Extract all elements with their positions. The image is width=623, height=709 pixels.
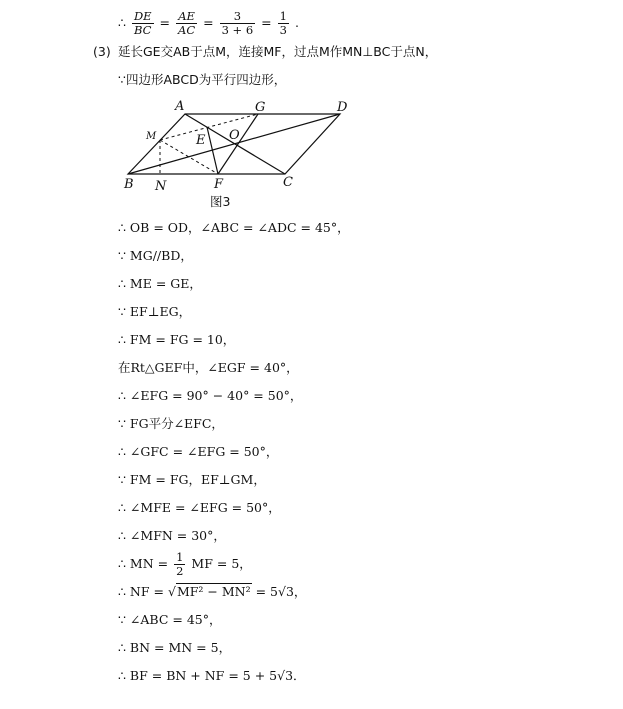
proof-line-10: ∵ FM = FG，EF⊥GM， bbox=[118, 472, 266, 487]
fraction-numerator: 1 bbox=[176, 550, 184, 564]
step-number: (3) bbox=[93, 44, 111, 59]
proof-line-6: 在Rt△GEF中，∠EGF = 40°， bbox=[118, 360, 299, 375]
construction-line: 延长GE交AB于点M，连接MF，过点M作MN⊥BC于点N， bbox=[118, 44, 438, 59]
label-c: C bbox=[283, 175, 293, 190]
equals-sign: = bbox=[261, 15, 272, 30]
equation-prefix: ∴ MN = bbox=[118, 556, 169, 571]
label-a: A bbox=[175, 99, 185, 114]
geometry-figure bbox=[118, 96, 358, 211]
segment-ef bbox=[207, 127, 218, 174]
label-d: D bbox=[337, 100, 348, 115]
fraction-denominator: 2 bbox=[176, 564, 184, 578]
fraction-numerator: 1 bbox=[279, 9, 287, 23]
fraction-denominator: 3 + 6 bbox=[221, 23, 254, 37]
proof-line-15: ∵ ∠ABC = 45°， bbox=[118, 612, 222, 627]
proof-line-11: ∴ ∠MFE = ∠EFG = 50°， bbox=[118, 500, 281, 515]
proof-line-3: ∴ ME = GE， bbox=[118, 276, 202, 291]
equation-prefix: ∴ NF = bbox=[118, 584, 164, 599]
proof-line-2: ∵ MG//BD， bbox=[118, 248, 193, 263]
label-o: O bbox=[229, 128, 240, 143]
fraction-de-bc bbox=[132, 10, 154, 37]
proof-line-14 bbox=[118, 584, 306, 600]
label-n: N bbox=[155, 179, 167, 194]
ratio-line bbox=[118, 6, 299, 40]
proof-line-16: ∴ BN = MN = 5， bbox=[118, 640, 232, 655]
fraction-denominator: 3 bbox=[279, 23, 287, 37]
fraction-ae-ac bbox=[176, 10, 197, 37]
proof-line-4: ∵ EF⊥EG， bbox=[118, 304, 192, 319]
therefore-symbol: ∴ bbox=[118, 15, 126, 30]
proof-line-17: ∴ BF = BN + NF = 5 + 5√3． bbox=[118, 668, 306, 683]
proof-line-12: ∴ ∠MFN = 30°， bbox=[118, 528, 226, 543]
fraction-1-3 bbox=[278, 10, 289, 37]
proof-line-7: ∴ ∠EFG = 90° − 40° = 50°， bbox=[118, 388, 303, 403]
fraction-one-half bbox=[174, 551, 185, 578]
equation-suffix: = 5√3， bbox=[255, 584, 307, 599]
proof-line-13 bbox=[118, 550, 252, 578]
label-g: G bbox=[255, 100, 266, 115]
label-m: M bbox=[146, 131, 157, 142]
label-b: B bbox=[124, 177, 134, 192]
parallelogram-line: ∵四边形ABCD为平行四边形， bbox=[118, 72, 287, 87]
figure-caption: 图3 bbox=[210, 194, 231, 209]
period: . bbox=[294, 15, 299, 30]
label-e: E bbox=[196, 133, 206, 148]
equals-sign: = bbox=[203, 15, 214, 30]
radical-sign: √ bbox=[167, 584, 176, 599]
fraction-3-9 bbox=[220, 10, 256, 37]
equation-suffix: MF = 5， bbox=[191, 556, 252, 571]
radicand: MF² − MN² bbox=[176, 584, 251, 599]
fraction-numerator: DE bbox=[133, 9, 152, 23]
label-f: F bbox=[214, 177, 224, 192]
proof-line-9: ∴ ∠GFC = ∠EFG = 50°， bbox=[118, 444, 279, 459]
proof-line-5: ∴ FM = FG = 10， bbox=[118, 332, 236, 347]
fraction-numerator: 3 bbox=[220, 10, 256, 24]
fraction-numerator: AE bbox=[176, 10, 197, 24]
fraction-denominator: BC bbox=[134, 23, 152, 37]
proof-line-1: ∴ OB = OD，∠ABC = ∠ADC = 45°， bbox=[118, 220, 350, 235]
equals-sign: = bbox=[159, 15, 171, 30]
proof-line-8: ∵ FG平分∠EFC， bbox=[118, 416, 224, 431]
fraction-denominator: AC bbox=[178, 23, 196, 37]
